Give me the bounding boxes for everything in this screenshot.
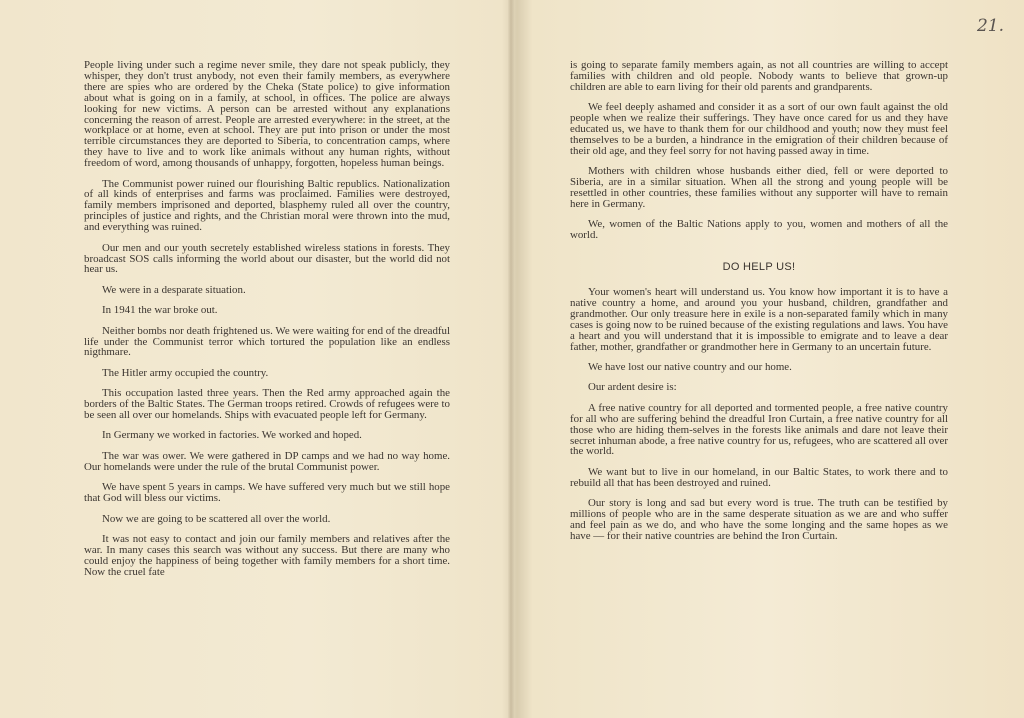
left-page — [0, 0, 510, 718]
left-paragraph-2: The Communist power ruined our flourishing Baltic republics. Nationalization of all kinds of enterprises and farms was proclaimed. Families were destroyed, family members imprisoned and deported, blasphemy ruled all over the country, principles of justice and rights, and the Christian moral were thrown into the mud, and everything was ruined. — [84, 177, 450, 234]
left-paragraph-9: In Germany we worked in factories. We worked and hoped. — [102, 429, 362, 442]
right-paragraph-9: Our story is long and sad but every word is true. The truth can be testified by millions of people who are in the same desperate situation as we are and who suffer and feel pain as we do, and who have the some longing and the same hopes as we have — for their native countries are behind the Iron Curtain. — [570, 497, 948, 542]
right-paragraph-8: We want but to live in our homeland, in our Baltic States, to work there and to rebuild all that has been destroyed and ruined. — [570, 465, 948, 489]
page-number: 21. — [976, 16, 1004, 36]
right-paragraph-1: We feel deeply ashamed and consider it as a sort of our own fault against the old people when we realize their sufferings. They have once cared for us and they have educated us, we have to thank them for our childhood and youth; now they must feel themselves to be a burden, a hindrance in the emigration of their children because of their old age, and they feel sorry for not having passed away in time. — [570, 101, 948, 157]
left-paragraph-6: Neither bombs nor death frightened us. We were waiting for end of the dreadful life under the Communist terror which tortured the population like an endless nigthmare. — [84, 324, 450, 359]
left-paragraph-5: In 1941 the war broke out. — [102, 304, 218, 317]
left-text-column — [84, 60, 450, 587]
left-paragraph-11: We have spent 5 years in camps. We have suffered very much but we still hope that God will bless our victims. — [84, 481, 450, 505]
left-paragraph-4: We were in a desparate situation. — [102, 283, 246, 296]
right-text-column — [570, 60, 948, 551]
right-paragraph-4: Your women's heart will understand us. You know how important it is to have a native country a home, and around you your husband, children, grandfather and grandmother. Our only treasure here in exile is a non-separated family which in many cases is going now to be ruined because of the existing regulations and laws. You have a heart and you will understand that it is impossible to emigrate and to leave a dear father, mother, grandfather or grandmother here in Germany to an uncertain future. — [570, 286, 948, 353]
right-paragraph-2: Mothers with children whose husbands either died, fell or were deported to Siberia, are in a similar situation. When all the strong and young people will be resettled in other countries, these families without any supporter will have to remain here in Germany. — [570, 165, 948, 210]
section-heading: DO HELP US! — [722, 261, 796, 274]
left-paragraph-3: Our men and our youth secretely established wireless stations in forests. They broadcast SOS calls informing the world about our disaster, but the world did not hear us. — [84, 241, 450, 276]
right-continuation-paragraph: is going to separate family members again, as not all countries are willing to accept families with children and old people. Nobody wants to believe that grown-up children are able to earn living for their old parents and grandparents. — [570, 59, 948, 93]
right-paragraph-6: Our ardent desire is: — [588, 381, 677, 394]
right-paragraph-7: A free native country for all deported and tormented people, a free native country for all who are suffering behind the dreadful Iron Curtain, a free native country for all those who are hiding them-selves in the forests like animals and dare not leave their secret inhuman abode, a free native country for us, refugees, who are scattered all over the world. — [570, 401, 948, 458]
left-paragraph-12: Now we are going to be scattered all over the world. — [102, 512, 331, 525]
right-paragraph-3: We, women of the Baltic Nations apply to you, women and mothers of all the world. — [570, 218, 948, 242]
left-paragraph-1: People living under such a regime never smile, they dare not speak publicly, they whisper, they don't trust anybody, not even their family members, as everywhere there are spies who are ordered by the Cheka (State police) to give information about what is going on in a family, at school, in offices. The police are always looking for new victims. A person can be arrested without any explanations concerning the reason of arrest. People are arrested everywhere: in the street, at the workplace or at home, even at school. They are put into prison or under the most terrible circumstances they are deported to Siberia, to concentration camps, where they have to live and to work like animals without any human rights, without freedom of word, among thousands of unhappy, forgotten, hopeless human beings. — [84, 59, 450, 170]
left-paragraph-13: It was not easy to contact and join our family members and relatives after the war. In many cases this search was without any success. But there are many who could enjoy the happiness of being together with family members for a short time. Now the cruel fate — [84, 532, 450, 578]
left-paragraph-10: The war was ower. We were gathered in DP camps and we had no way home. Our homelands were under the rule of the brutal Communist power. — [84, 449, 450, 473]
left-paragraph-8: This occupation lasted three years. Then the Red army approached again the borders of the Baltic States. The German troops retired. Crowds of refugees were to be seen all over our homelands. Ships with evacuated people left for Germany. — [84, 387, 450, 422]
right-paragraph-5: We have lost our native country and our home. — [588, 361, 792, 374]
left-paragraph-7: The Hitler army occupied the country. — [102, 366, 269, 379]
right-page — [512, 0, 1024, 718]
